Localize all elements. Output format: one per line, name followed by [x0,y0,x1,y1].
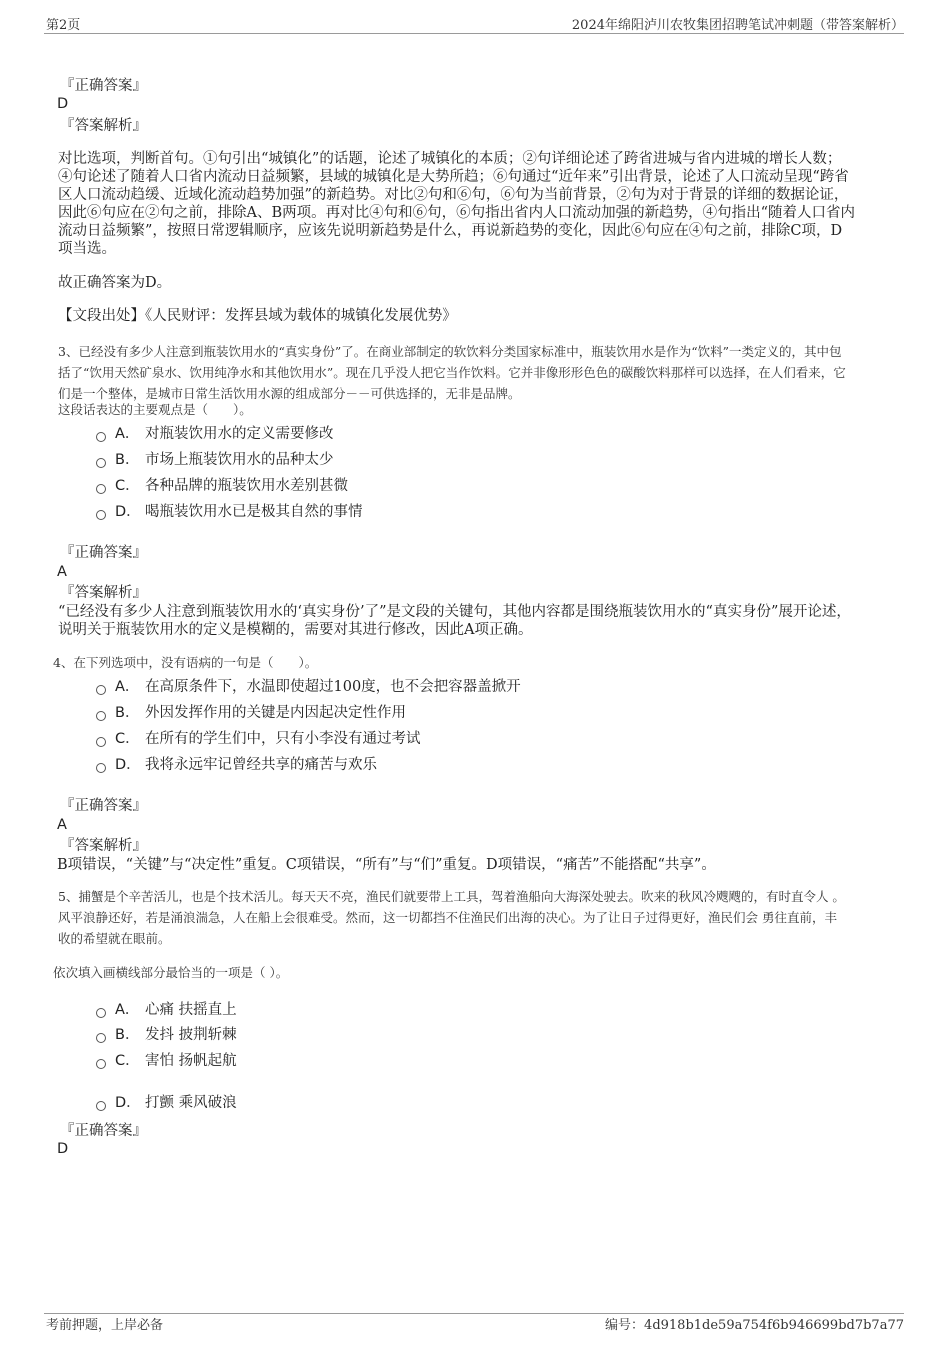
option-text: 在高原条件下，水温即使超过100度，也不会把容器盖掀开 [145,679,521,695]
q5-prompt: 依次填入画横线部分最恰当的一项是（ ）。 [53,965,289,980]
radio-button-icon[interactable] [96,458,106,468]
radio-button-icon[interactable] [96,1101,106,1111]
radio-button-icon[interactable] [96,1008,106,1018]
q4-answer: A [57,817,67,833]
q2-answer: D [57,96,69,112]
q4-option-a[interactable] [96,678,521,696]
document-title: 2024年绵阳泸川农牧集团招聘笔试冲刺题（带答案解析） [571,18,904,33]
q5-option-c[interactable] [96,1052,237,1070]
q3-stem-line: 3、已经没有多少人注意到瓶装饮用水的“真实身份”了。在商业部制定的软饮料分类国家标准中，瓶装饮用水是作为“饮料”一类定义的，其中包 [58,344,842,359]
q2-source: 【文段出处】《人民财评：发挥县域为载体的城镇化发展优势》 [58,308,457,324]
q3-analysis-label: 『答案解析』 [60,585,147,601]
radio-button-icon[interactable] [96,685,106,695]
q3-stem-line: 们是一个整体，是城市日常生活饮用水源的组成部分－－可供选择的，无非是品牌。 [58,386,521,401]
option-text: 打颤 乘风破浪 [145,1095,237,1111]
option-letter: D． [115,1095,141,1111]
q2-analysis-line: 流动日益频繁”，按照日常逻辑顺序，应该先说明新趋势是什么，再说新趋势的变化，因此⑥句应在④句之前，排除C项，D [58,223,843,239]
document-id: 编号：4d918b1de59a754f6b946699bd7b7a77 [605,1318,904,1333]
option-letter: C． [115,731,140,747]
option-letter: B． [115,705,140,721]
q3-stem-line: 这段话表达的主要观点是（ ）。 [58,402,252,417]
q5-stem [58,886,908,949]
option-letter: D． [115,757,141,773]
q4-option-b[interactable] [96,704,406,722]
option-text: 市场上瓶装饮用水的品种太少 [145,452,334,468]
q2-answer-label: 『正确答案』 [60,78,147,94]
q5-stem-line: 风平浪静还好，若是涌浪湍急，人在船上会很难受。然而，这一切都挡不住渔民们出海的决心。为了让日子过得更好，渔民们会 勇往直前，丰 [58,910,837,925]
q4-stem: 4、在下列选项中，没有语病的一句是（ ）。 [53,655,318,670]
q3-answer: A [57,564,67,580]
radio-button-icon[interactable] [96,484,106,494]
option-text: 喝瓶装饮用水已是极其自然的事情 [145,504,363,520]
q2-analysis-line: 区人口流动趋缓、近域化流动趋势加强”的新趋势。对比②句和⑥句，⑥句为当前背景，②句为对于背景的详细的数据论证， [58,187,849,203]
q5-stem-line: 5、捕蟹是个辛苦活儿，也是个技术活儿。每天天不亮，渔民们就要带上工具，驾着渔船向大海深处驶去。吹来的秋风冷飕飕的，有时直令人 。 [58,889,845,904]
radio-button-icon[interactable] [96,711,106,721]
page-number: 第2页 [46,18,81,33]
radio-button-icon[interactable] [96,1059,106,1069]
q3-analysis [58,603,888,639]
q4-analysis: B项错误，“关键”与“决定性”重复。C项错误，“所有”与“们”重复。D项错误，“痛苦”不能搭配“共享”。 [57,857,716,873]
option-letter: A． [115,426,140,442]
q2-analysis-line: ④句论述了随着人口省内流动日益频繁，县域的城镇化是大势所趋；⑥句通过“近年来”引出背景，论述了人口流动呈现“跨省 [58,169,849,185]
q2-analysis-label: 『答案解析』 [60,118,147,134]
q3-option-a[interactable] [96,425,334,443]
q5-answer: D [57,1141,69,1157]
q5-answer-label: 『正确答案』 [60,1123,147,1139]
radio-button-icon[interactable] [96,510,106,520]
footer-slogan: 考前押题，上岸必备 [46,1318,164,1333]
option-text: 外因发挥作用的关键是内因起决定性作用 [145,705,406,721]
option-letter: A． [115,679,140,695]
option-text: 发抖 披荆斩棘 [145,1027,237,1043]
q5-option-d[interactable] [96,1094,237,1112]
q3-analysis-line: “已经没有多少人注意到瓶装饮用水的‘真实身份’了”是文段的关键句，其他内容都是围绕瓶装饮用水的“真实身份”展开论述， [58,604,851,620]
option-text: 对瓶装饮用水的定义需要修改 [145,426,334,442]
option-letter: B． [115,1027,140,1043]
option-text: 心痛 扶摇直上 [145,1002,237,1018]
q2-conclusion: 故正确答案为D。 [58,275,172,291]
radio-button-icon[interactable] [96,1033,106,1043]
q2-analysis-line: 项当选。 [58,241,116,257]
q4-option-d[interactable] [96,756,377,774]
q3-stem [58,341,908,420]
option-letter: B． [115,452,140,468]
option-text: 我将永远牢记曾经共享的痛苦与欢乐 [145,757,377,773]
option-letter: C． [115,478,140,494]
q5-option-a[interactable] [96,1001,237,1019]
q3-answer-label: 『正确答案』 [60,545,147,561]
q2-analysis-line: 对比选项，判断首句。①句引出“城镇化”的话题，论述了城镇化的本质；②句详细论述了跨省进城与省内进城的增长人数； [58,151,842,167]
q3-option-d[interactable] [96,503,363,521]
q3-stem-line: 括了“饮用天然矿泉水、饮用纯净水和其他饮用水”。现在几乎没人把它当作饮料。它并非像形形色色的碳酸饮料那样可以选择，在人们看来，它 [58,365,846,380]
option-letter: D． [115,504,141,520]
q2-analysis-line: 因此⑥句应在②句之前，排除A、B两项。再对比④句和⑥句，⑥句指出省内人口流动加强的新趋势，④句指出“随着人口省内 [58,205,856,221]
radio-button-icon[interactable] [96,432,106,442]
q3-option-c[interactable] [96,477,348,495]
q5-stem-line: 收的希望就在眼前。 [58,931,171,946]
option-letter: A． [115,1002,140,1018]
q4-option-c[interactable] [96,730,421,748]
option-text: 在所有的学生们中，只有小李没有通过考试 [145,731,421,747]
header-divider [44,33,904,34]
q5-option-b[interactable] [96,1026,237,1044]
q4-analysis-label: 『答案解析』 [60,838,147,854]
q3-analysis-line: 说明关于瓶装饮用水的定义是模糊的，需要对其进行修改，因此A项正确。 [58,622,533,638]
q4-answer-label: 『正确答案』 [60,798,147,814]
q3-option-b[interactable] [96,451,334,469]
option-letter: C． [115,1053,140,1069]
option-text: 害怕 扬帆起航 [145,1053,237,1069]
radio-button-icon[interactable] [96,763,106,773]
q2-analysis [58,150,888,258]
radio-button-icon[interactable] [96,737,106,747]
option-text: 各种品牌的瓶装饮用水差别甚微 [145,478,348,494]
